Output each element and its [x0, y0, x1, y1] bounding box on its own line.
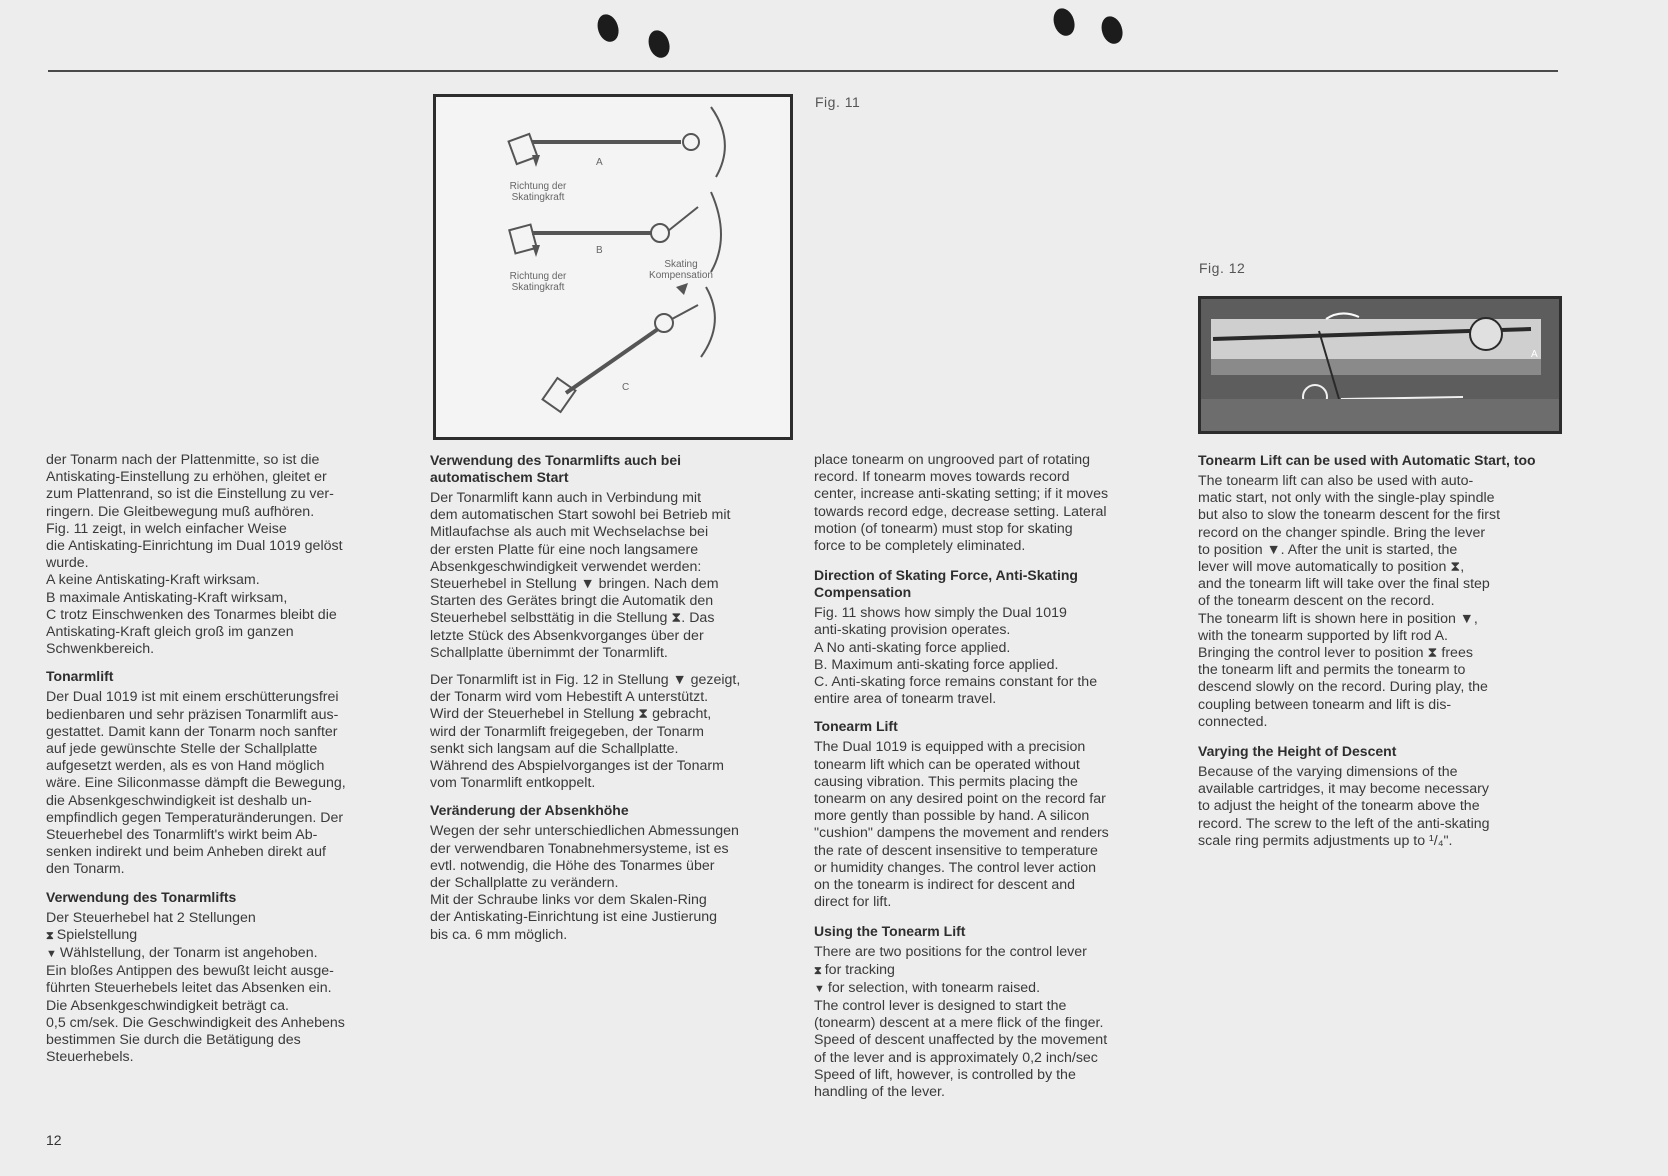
fig12-photo [1198, 296, 1562, 434]
heading-tonearm-lift: Tonearm Lift [814, 718, 898, 735]
text-line: Fig. 11 zeigt, in welch einfacher Weise [46, 520, 287, 537]
text-line: matic start, not only with the single-play spindle [1198, 490, 1495, 507]
position-selection [814, 980, 1172, 998]
text-line: or humidity changes. The control lever action [814, 859, 1097, 876]
text-line: bestimmen Sie durch die Betätigung des [46, 1032, 301, 1049]
col3-lift [814, 739, 1172, 911]
text-line: direct for lift. [814, 894, 892, 911]
fig12-caption: Fig. 12 [1199, 260, 1246, 276]
text-line: The control lever is designed to start the [814, 998, 1067, 1015]
heading-absenkhoehe: Veränderung der Absenkhöhe [430, 802, 629, 819]
text-line: tonearm on any desired point on the record far [814, 791, 1106, 808]
text-line: and the tonearm lift will take over the final step [1198, 576, 1490, 593]
text-line: Der Steuerhebel hat 2 Stellungen [46, 909, 256, 926]
text-line: of the lever and is approximately 0,2 inch/sec [814, 1049, 1098, 1066]
col1-tonarmlift [46, 689, 406, 878]
column-english-1 [814, 452, 1172, 1103]
text-line: handling of the lever. [814, 1084, 945, 1101]
text-line: lever will move automatically to position ⧗, [1198, 559, 1465, 576]
text-line: The Dual 1019 is equipped with a precision [814, 739, 1086, 756]
fig11-label-skating: Skating Kompensation [649, 259, 713, 281]
text-line: C. Anti-skating force remains constant for the [814, 674, 1098, 691]
col2-fig12-text [430, 672, 786, 792]
text-line: Steuerhebels. [46, 1049, 134, 1066]
text-line: tonearm lift which can be operated without [814, 756, 1080, 773]
text-line: record on the changer spindle. Bring the lever [1198, 524, 1486, 541]
text-line: the rate of descent insensitive to temperature [814, 842, 1098, 859]
text-line: Bringing the control lever to position ⧗ frees [1198, 645, 1473, 662]
heading-height: Varying the Height of Descent [1198, 743, 1397, 760]
cartridge-a-shape [509, 134, 538, 164]
text-line: motion (of tonearm) must stop for skating [814, 520, 1073, 537]
binder-hole-2 [645, 28, 673, 61]
fig11-caption: Fig. 11 [815, 94, 861, 110]
text-line: for tracking [824, 961, 895, 978]
col1-intro [46, 452, 406, 658]
text-line: B. Maximum anti-skating force applied. [814, 656, 1059, 673]
text-line: bis ca. 6 mm möglich. [430, 926, 568, 943]
text-line: ringern. Die Gleitbewegung muß aufhören. [46, 503, 315, 520]
text-line: der Schallplatte zu verändern. [430, 875, 619, 892]
heading-direction: Direction of Skating Force, Anti-Skating Compensation [814, 567, 1078, 601]
text-line: center, increase anti-skating setting; if it moves [814, 486, 1109, 503]
text-line: entire area of tonearm travel. [814, 691, 997, 708]
column-german-2 [430, 452, 786, 946]
col3-intro [814, 452, 1172, 555]
text-line: der ersten Platte für eine noch langsamere [430, 541, 699, 558]
text-line: zum Plattenrand, so ist die Einstellung zu ver- [46, 486, 334, 503]
text-line: Steuerhebel in Stellung ▼ bringen. Nach dem [430, 576, 719, 593]
text-line: wäre. Eine Siliconmasse dämpft die Bewegung, [46, 775, 346, 792]
fig11-letter-b: B [596, 245, 603, 256]
page-number: 12 [46, 1132, 62, 1148]
text-line: wurde. [46, 555, 89, 572]
text-line: towards record edge, decrease setting. Lateral [814, 503, 1107, 520]
text-line: record. The screw to the left of the anti-skating [1198, 815, 1490, 832]
heading-auto-start-en: Tonearm Lift can be used with Automatic Start, too [1198, 452, 1536, 468]
text-line: to position ▼. After the unit is started, the [1198, 541, 1458, 558]
stellung-select [46, 945, 406, 963]
text-line: wird der Tonarmlift freigegeben, der Tonarm [430, 723, 704, 740]
selection-position-icon: ▼ [814, 982, 825, 995]
text-line: causing vibration. This permits placing the [814, 773, 1078, 790]
text-line: Spielstellung [56, 926, 138, 943]
text-line: Mitlaufachse als auch mit Wechselachse bei [430, 524, 709, 541]
text-line: more gently than possible by hand. A silicon [814, 808, 1090, 825]
text-line: Der Tonarmlift kann auch in Verbindung mit [430, 490, 702, 506]
text-line: Antiskating-Einstellung zu erhöhen, gleitet er [46, 469, 327, 486]
text-line: record. If tonearm moves towards record [814, 469, 1070, 486]
text-line: aufgesetzt werden, als es von Hand möglich [46, 758, 325, 775]
heading-verwendung: Verwendung des Tonarmlifts [46, 888, 237, 905]
column-german-1 [46, 452, 406, 1069]
header-rule [48, 70, 1558, 72]
stellung-play [46, 927, 406, 945]
fig11-label-richtung-1: Richtung der Skatingkraft [509, 181, 567, 203]
text-line: (tonearm) descent at a mere flick of the finger. [814, 1015, 1104, 1032]
text-line: of the tonearm descent on the record. [1198, 593, 1435, 610]
binder-hole-1 [594, 12, 622, 45]
col2-hoehe [430, 823, 786, 943]
text-line: Speed of lift, however, is controlled by the [814, 1066, 1076, 1083]
text-line: der verwendbaren Tonabnehmersysteme, ist es [430, 840, 729, 857]
text-line: on the tonearm is indirect for descent and [814, 877, 1076, 894]
text-line: Absenkgeschwindigkeit verwendet werden: [430, 558, 702, 575]
fig11-letter-c: C [622, 382, 630, 393]
text-line: evtl. notwendig, die Höhe des Tonarmes über [430, 857, 715, 874]
text-line: 0,5 cm/sek. Die Geschwindigkeit des Anhebens [46, 1014, 345, 1031]
text-line: dem automatischen Start sowohl bei Betrieb mit [430, 507, 731, 524]
text-line: auf jede gewünschte Stelle der Schallplatte [46, 741, 318, 758]
text-line: B maximale Antiskating-Kraft wirksam, [46, 589, 288, 606]
heading-tonarmlift: Tonarmlift [46, 668, 114, 685]
text-line: Speed of descent unaffected by the movement [814, 1032, 1108, 1049]
binder-hole-3 [1050, 6, 1078, 39]
text-line: Antiskating-Kraft gleich groß im ganzen [46, 624, 294, 641]
text-line: Mit der Schraube links vor dem Skalen-Ring [430, 892, 707, 909]
text-line: der Antiskating-Einrichtung ist eine Justierung [430, 909, 718, 926]
text-line: Schallplatte übernimmt der Tonarmlift. [430, 644, 668, 661]
text-line: die Antiskating-Einrichtung im Dual 1019 gelöst [46, 538, 343, 555]
fig12-drawing [1201, 299, 1559, 431]
text-line: Steuerhebel selbsttätig in die Stellung ⧗. Das [430, 610, 715, 627]
text-line: place tonearm on ungrooved part of rotating [814, 452, 1091, 468]
text-line: Wird der Steuerhebel in Stellung ⧗ gebracht, [430, 706, 712, 723]
text-line: Die Absenkgeschwindigkeit beträgt ca. [46, 997, 289, 1014]
fig11-label-richtung-2: Richtung der Skatingkraft [509, 271, 567, 293]
text-line: Wegen der sehr unterschiedlichen Abmessungen [430, 823, 739, 840]
text-line: force to be completely eliminated. [814, 538, 1026, 555]
text-line: senkt sich langsam auf die Schallplatte. [430, 740, 679, 757]
text-line: führten Steuerhebels leitet das Absenken ein. [46, 980, 332, 997]
col1-verwendung [46, 910, 406, 1067]
fig12-letter-a: A [1531, 349, 1538, 360]
text-line: scale ring permits adjustments up to ¹/₄". [1198, 832, 1453, 849]
text-line: Wählstellung, der Tonarm ist angehoben. [59, 945, 318, 962]
position-tracking [814, 962, 1172, 980]
text-line: Während des Abspielvorganges ist der Tonarm [430, 758, 724, 775]
column-english-2 [1198, 452, 1558, 852]
heading-auto-start-de: Verwendung des Tonarmlifts auch bei automatischem Start [430, 452, 682, 485]
text-line: with the tonearm supported by lift rod A. [1198, 627, 1448, 644]
text-line: for selection, with tonearm raised. [827, 979, 1041, 996]
col4-auto [1198, 473, 1558, 731]
text-line: Starten des Gerätes bringt die Automatik den [430, 593, 714, 610]
selection-position-icon: ▼ [46, 948, 57, 961]
text-line: "cushion" dampens the movement and renders [814, 825, 1109, 842]
col4-height [1198, 764, 1558, 850]
text-line: den Tonarm. [46, 861, 125, 878]
heading-using-lift: Using the Tonearm Lift [814, 923, 966, 940]
text-line: available cartridges, it may become necessary [1198, 781, 1489, 798]
text-line: Steuerhebel des Tonarmlift's wirkt beim Ab- [46, 827, 318, 844]
text-line: the tonearm lift and permits the tonearm to [1198, 662, 1466, 679]
text-line: Der Tonarmlift ist in Fig. 12 in Stellung ▼ gezeigt, [430, 672, 741, 689]
text-line: letzte Stück des Absenkvorganges über der [430, 627, 704, 644]
text-line: bedienbaren und sehr präzisen Tonarmlift aus- [46, 706, 339, 723]
text-line: gestattet. Damit kann der Tonarm noch sanfter [46, 723, 338, 740]
fig11-drawing [436, 97, 790, 437]
col3-using [814, 944, 1172, 1101]
text-line: connected. [1198, 713, 1268, 730]
fig11-diagram [433, 94, 793, 440]
text-line: Schwenkbereich. [46, 641, 155, 658]
text-line: die Absenkgeschwindigkeit ist deshalb un- [46, 792, 312, 809]
text-line: der Tonarm nach der Plattenmitte, so ist die [46, 452, 320, 468]
col2-auto [430, 490, 786, 662]
fig11-letter-a: A [596, 157, 603, 168]
text-line: senken indirekt und beim Anheben direkt auf [46, 844, 326, 861]
text-line: The tonearm lift is shown here in position ▼, [1198, 610, 1478, 627]
col3-direction [814, 605, 1172, 708]
text-line: A keine Antiskating-Kraft wirksam. [46, 572, 260, 589]
text-line: anti-skating provision operates. [814, 622, 1011, 639]
text-line: vom Tonarmlift entkoppelt. [430, 775, 596, 792]
text-line: C trotz Einschwenken des Tonarmes bleibt die [46, 606, 337, 623]
text-line: Fig. 11 shows how simply the Dual 1019 [814, 605, 1067, 622]
text-line: to adjust the height of the tonearm above the [1198, 798, 1480, 815]
text-line: Der Dual 1019 ist mit einem erschütterungsfrei [46, 689, 339, 706]
binder-hole-4 [1098, 14, 1126, 47]
text-line: der Tonarm wird vom Hebestift A unterstützt. [430, 689, 709, 706]
text-line: The tonearm lift can also be used with auto- [1198, 473, 1474, 489]
text-line: coupling between tonearm and lift is dis- [1198, 696, 1452, 713]
text-line: Because of the varying dimensions of the [1198, 764, 1458, 781]
text-line: descend slowly on the record. During play, the [1198, 679, 1488, 696]
text-line: There are two positions for the control lever [814, 944, 1087, 961]
tracking-position-icon: ⧗ [46, 929, 54, 942]
text-line: A No anti-skating force applied. [814, 639, 1011, 656]
tracking-position-icon: ⧗ [814, 964, 822, 977]
text-line: Ein bloßes Antippen des bewußt leicht ausge- [46, 963, 334, 980]
text-line: empfindlich gegen Temperaturänderungen. Der [46, 809, 344, 826]
text-line: but also to slow the tonearm descent for the first [1198, 507, 1501, 524]
